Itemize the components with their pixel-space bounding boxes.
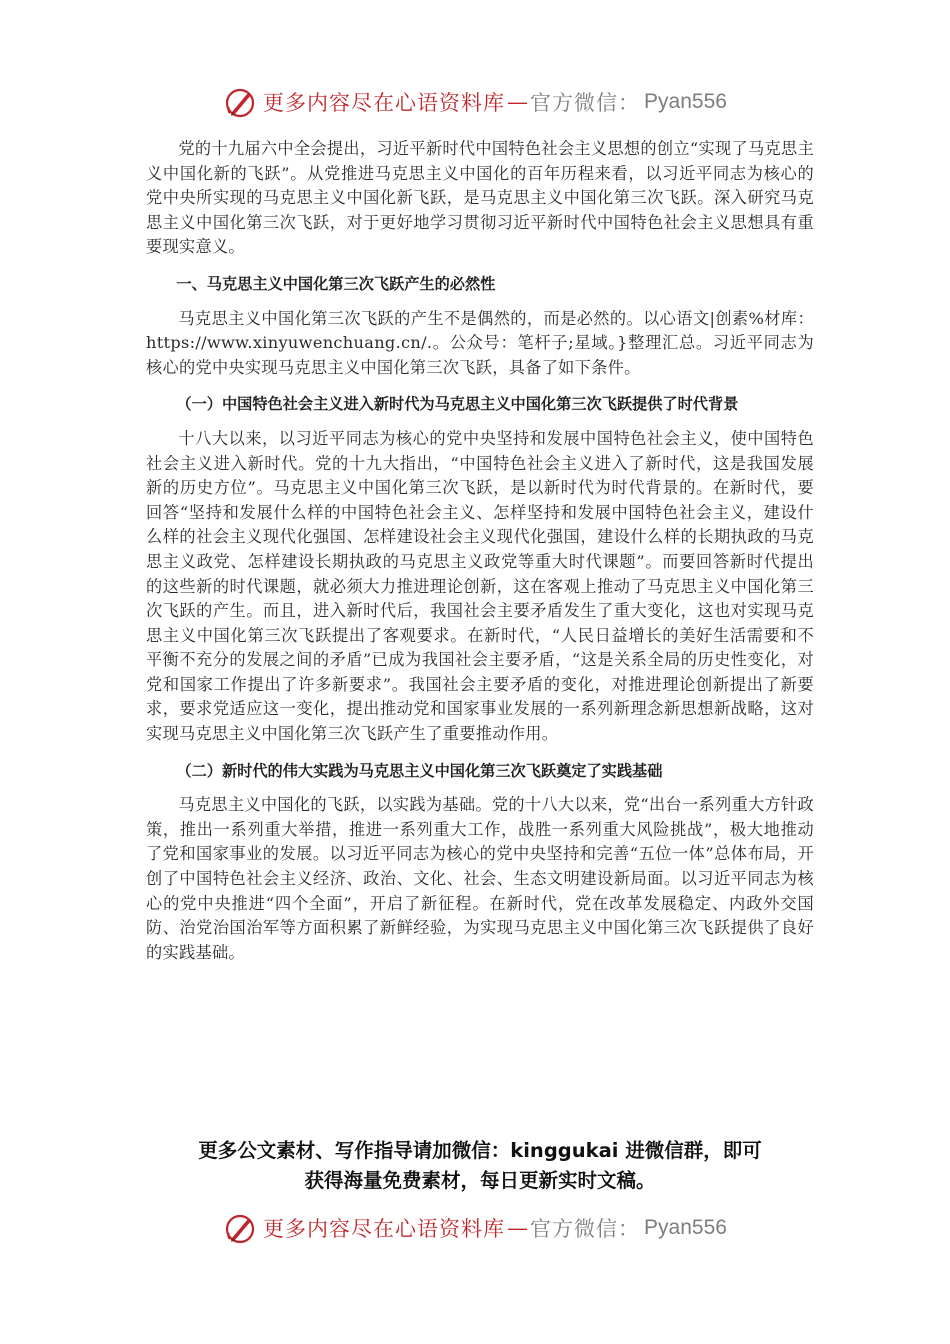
section-1-heading: 一、马克思主义中国化第三次飞跃产生的必然性 (176, 274, 496, 293)
subsection-1-paragraph: 十八大以来，以习近平同志为核心的党中央坚持和发展中国特色社会主义，使中国特色社会主义进入新时代。党的十九大指出，“中国特色社会主义进入了新时代，这是我国发展新的历史方位”。马克思主义中国化第三次飞跃，是以新时代为时代背景的。在新时代，要回答“坚持和发展什么样的中国特色社会主义、怎样坚持和发展中国特色社会主义，建设什么样的社会主义现代化强国、怎样建设社会主义现代化强国，建设什么样的长期执政的马克思主义政党、怎样建设长期执政的马克思主义政党等重大时代课题”。而要回答新时代提出的这些新的时代课题，就必须大力推进理论创新，这在客观上推动了马克思主义中国化第三次飞跃的产生。而且，进入新时代后，我国社会主要矛盾发生了重大变化，这也对实现马克思主义中国化第三次飞跃提出了客观要求。在新时代，“人民日益增长的美好生活需要和不平衡不充分的发展之间的矛盾”已成为我国社会主要矛盾，“这是关系全局的历史性变化，对党和国家工作提出了许多新要求”。我国社会主要矛盾的变化，对推进理论创新提出了新要求，要求党适应这一变化，提出推动党和国家事业发展的一系列新理念新思想新战略，这对实现马克思主义中国化第三次飞跃产生了重要推动作用。 (146, 428, 814, 744)
footer-banner (0, 1206, 950, 1250)
banner-wechat-id: Pyan556 (644, 90, 727, 113)
header-banner (0, 80, 950, 124)
banner-official-label: 官方微信： (530, 91, 641, 115)
banner-brand-text: 更多内容尽在心语资料库 (263, 91, 506, 115)
banner-separator: — (507, 90, 529, 114)
promo-line-2: 获得海量免费素材，每日更新实时文稿。 (304, 1169, 656, 1192)
pen-circle-logo-icon (223, 85, 257, 119)
subsection-2-heading: （二）新时代的伟大实践为马克思主义中国化第三次飞跃奠定了实践基础 (176, 761, 663, 780)
pen-circle-logo-icon (223, 1211, 257, 1245)
intro-paragraph: 党的十九届六中全会提出，习近平新时代中国特色社会主义思想的创立“实现了马克思主义中国化新的飞跃”。从党推进马克思主义中国化的百年历程来看，以习近平同志为核心的党中央所实现的马克思主义中国化新飞跃，是马克思主义中国化第三次飞跃。深入研究马克思主义中国化第三次飞跃，对于更好地学习贯彻习近平新时代中国特色社会主义思想具有重要现实意义。 (146, 139, 814, 257)
section-1-paragraph: 马克思主义中国化第三次飞跃的产生不是偶然的，而是必然的。以心语文|创素%材库：https://www.xinyuwenchuang.cn/.。公众号：笔杆子;星域。}整理汇总。习近平同志为核心的党中央实现马克思主义中国化第三次飞跃，具备了如下条件。 (146, 308, 814, 377)
subsection-1-heading: （一）中国特色社会主义进入新时代为马克思主义中国化第三次飞跃提供了时代背景 (176, 395, 739, 414)
banner-official-label: 官方微信： (530, 1217, 641, 1241)
banner-wechat-id: Pyan556 (644, 1216, 727, 1239)
banner-separator: — (507, 1216, 529, 1240)
article-body (146, 137, 814, 965)
banner-brand-text: 更多内容尽在心语资料库 (263, 1217, 506, 1241)
subsection-2-paragraph: 马克思主义中国化的飞跃，以实践为基础。党的十八大以来，党“出台一系列重大方针政策，推出一系列重大举措，推进一系列重大工作，战胜一系列重大风险挑战”，极大地推动了党和国家事业的发展。以习近平同志为核心的党中央坚持和完善“五位一体”总体布局，开创了中国特色社会主义经济、政治、文化、社会、生态文明建设新局面。以习近平同志为核心的党中央推进“四个全面”，开启了新征程。在新时代，党在改革发展稳定、内政外交国防、治党治国治军等方面积累了新鲜经验，为实现马克思主义中国化第三次飞跃提供了良好的实践基础。 (146, 795, 814, 962)
promo-block (140, 1136, 820, 1196)
promo-line-1: 更多公文素材、写作指导请加微信：kinggukai 进微信群，即可 (198, 1139, 762, 1162)
